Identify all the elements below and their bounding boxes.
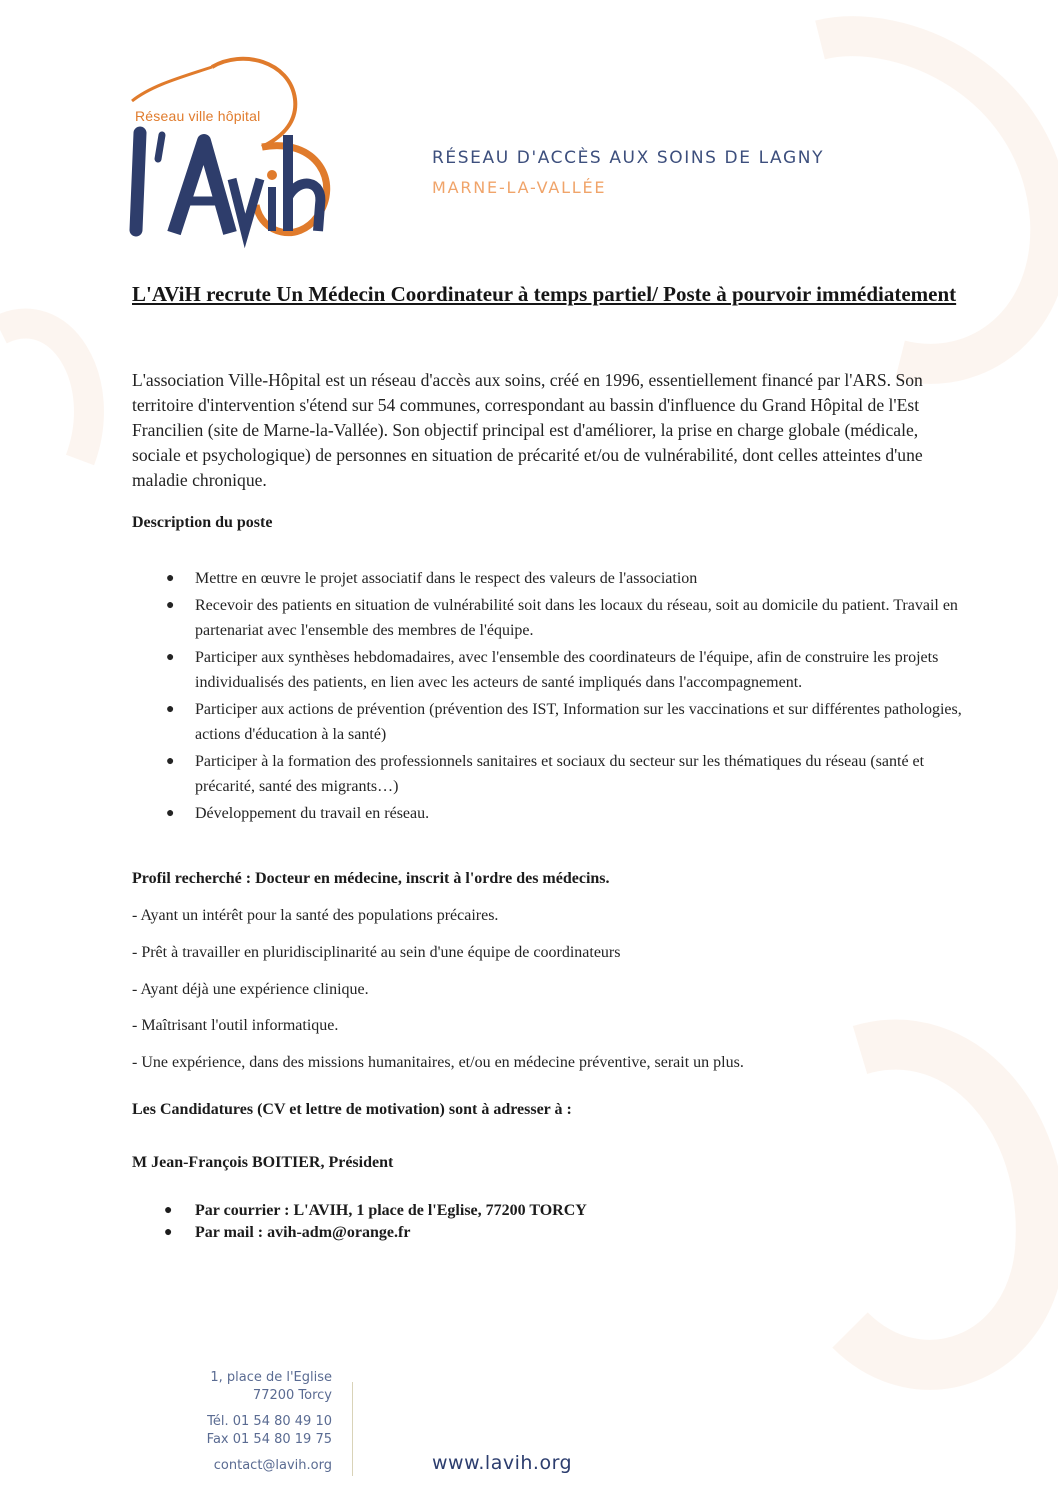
intro-paragraph: L'association Ville-Hôpital est un réseau d'accès aux soins, créé en 1996, essentiellement financé par l'ARS. Son territoire d'intervention s'étend sur 54 communes, correspondant au bassin d'influence du Grand Hôpital de l'Est Francilien (site de Marne-la-Vallée). Son objectif principal est d'améliorer, la prise en charge globale (médicale, sociale et psychologique) de personnes en situation de précarité et/ou de vulnérabilité, dont celles atteintes d'une maladie chronique. [132, 370, 923, 490]
profile-item: - Prêt à travailler en pluridisciplinarité au sein d'une équipe de coordinateurs [132, 944, 621, 961]
footer-fax: Fax 01 54 80 19 75 [206, 1432, 332, 1447]
bullet-icon: ● [166, 806, 175, 821]
org-name-line2: MARNE-LA-VALLÉE [432, 178, 607, 197]
list-item: ● Recevoir des patients en situation de vulnérabilité soit dans les locaux du réseau, soit au domicile du patient. Travail en partenariat avec l'ensemble des membres de l'équipe. [132, 593, 968, 643]
avih-logo [112, 55, 352, 285]
org-name-line1: RÉSEAU D'ACCÈS AUX SOINS DE LAGNY [432, 148, 825, 168]
profile-item: - Ayant un intérêt pour la santé des populations précaires. [132, 907, 499, 924]
profile-item: - Ayant déjà une expérience clinique. [132, 981, 369, 998]
bullet-icon: ● [166, 702, 175, 717]
list-item: ● Participer aux actions de prévention (prévention des IST, Information sur les vaccinations et sur différentes pathologies, actions d'éducation à la santé) [132, 697, 968, 747]
list-item: ● Participer aux synthèses hebdomadaires, avec l'ensemble des coordinateurs de l'équipe, afin de construire les projets individualisés des patients, en lien avec les acteurs de santé impliqués dans l'accompagnement. [132, 645, 968, 695]
footer-website-link[interactable]: www.lavih.org [432, 1452, 573, 1474]
footer-tel: Tél. 01 54 80 49 10 [207, 1414, 332, 1429]
footer-divider [352, 1382, 353, 1476]
bullet-icon: ● [164, 1225, 173, 1240]
list-item [132, 1222, 932, 1244]
logo-tagline: Réseau ville hôpital [135, 108, 261, 124]
recipient: M Jean-François BOITIER, Président [132, 1154, 394, 1171]
profile-item: - Maîtrisant l'outil informatique. [132, 1017, 339, 1034]
bullet-icon: ● [166, 598, 175, 613]
description-heading: Description du poste [132, 514, 273, 531]
description-list [132, 566, 968, 826]
list-item: ● Développement du travail en réseau. [132, 801, 968, 826]
page-title: L'AViH recrute Un Médecin Coordinateur à temps partiel/ Poste à pourvoir immédiatement [132, 282, 957, 306]
footer-address-line2: 77200 Torcy [252, 1388, 332, 1403]
bullet-icon: ● [166, 650, 175, 665]
list-item: ● Mettre en œuvre le projet associatif dans le respect des valeurs de l'association [132, 566, 968, 591]
profile-heading: Profil recherché : Docteur en médecine, inscrit à l'ordre des médecins. [132, 870, 610, 887]
contact-list-container [132, 1200, 932, 1244]
applications-heading: Les Candidatures (CV et lettre de motivation) sont à adresser à : [132, 1101, 572, 1118]
profile-item: - Une expérience, dans des missions humanitaires, et/ou en médecine préventive, serait un plus. [132, 1054, 744, 1071]
description-list-container [132, 566, 968, 828]
footer-email[interactable]: contact@lavih.org [213, 1458, 332, 1473]
list-item: ● Par courrier : L'AVIH, 1 place de l'Eglise, 77200 TORCY [132, 1200, 932, 1222]
bullet-icon: ● [164, 1203, 173, 1218]
bullet-icon: ● [166, 754, 175, 769]
bullet-icon: ● [166, 571, 175, 586]
email-link[interactable]: Par mail : avih-adm@orange.fr [195, 1224, 411, 1241]
footer-address-line1: 1, place de l'Eglise [210, 1370, 332, 1385]
list-item: ● Participer à la formation des professionnels sanitaires et sociaux du secteur sur les thématiques du réseau (santé et précarité, santé des migrants…) [132, 749, 968, 799]
contact-list [132, 1200, 932, 1244]
